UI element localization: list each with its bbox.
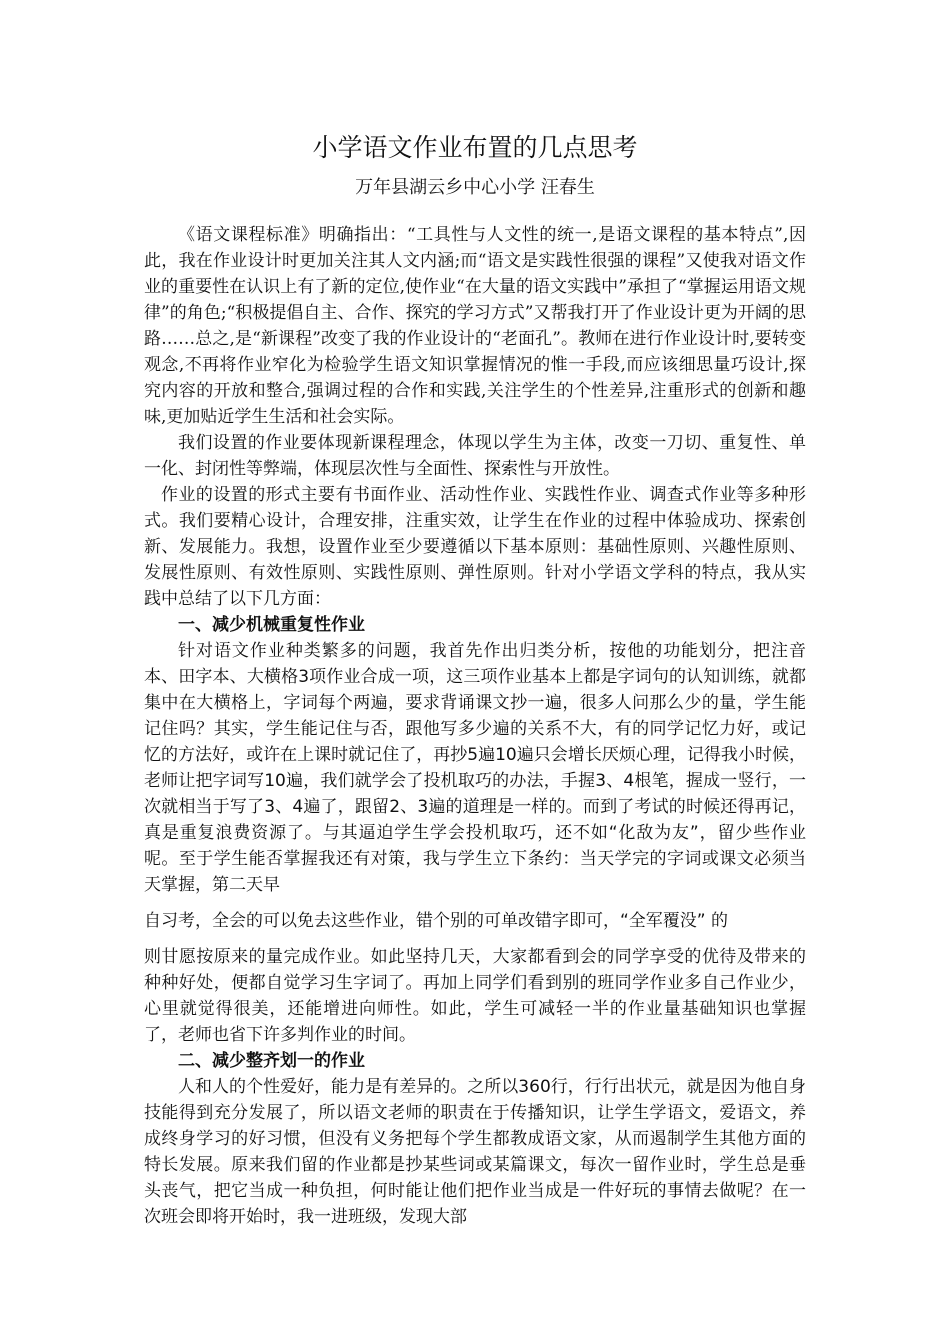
document-body [144, 222, 806, 1230]
paragraph-principles: 作业的设置的形式主要有书面作业、活动性作业、实践性作业、调查式作业等多种形式。我们要精心设计，合理安排，注重实效，让学生在作业的过程中体验成功、探索创新、发展能力。我想，设置作业至少要遵循以下基本原则：基础性原则、兴趣性原则、发展性原则、有效性原则、实践性原则、弹性原则。针对小学语文学科的特点，我从实践中总结了以下几方面： [144, 485, 806, 609]
paragraph-section-1: 针对语文作业种类繁多的问题，我首先作出归类分析，按他的功能划分，把注音本、田字本、大横格3项作业合成一项，这三项作业基本上都是字词句的认知训练，就都集中在大横格上，字词每个两遍，要求背诵课文抄一遍，很多人问那么少的量，学生能记住吗？其实，学生能记住与否，跟他写多少遍的关系不大，有的同学记忆力好，或记忆的方法好，或许在上课时就记住了，再抄5遍10遍只会增长厌烦心理，记得我小时候，老师让把字词写10遍，我们就学会了投机取巧的办法，手握3、4根笔，握成一竖行，一次就相当于写了3、4遍了，跟留2、3遍的道理是一样的。而到了考试的时候还得再记，真是重复浪费资源了。与其逼迫学生学会投机取巧，还不如“化敌为友”，留少些作业呢。至于学生能否掌握我还有对策，我与学生立下条约：当天学完的字词或课文必须当天掌握，第二天早 [144, 641, 806, 895]
section-heading-1: 一、减少机械重复性作业 [178, 615, 365, 635]
paragraph-section-1-line: 自习考，全会的可以免去这些作业，错个别的可单改错字即可，“全军覆没” 的 [144, 911, 729, 931]
paragraph-intro: 《语文课程标准》明确指出：“工具性与人文性的统一,是语文课程的基本特点”,因此，我在作业设计时更加关注其人文内涵;而“语文是实践性很强的课程”又使我对语文作业的重要性在认识上有了新的定位,使作业“在大量的语文实践中”承担了“掌握运用语文规律”的角色;“积极提倡自主、合作、探究的学习方式”又帮我打开了作业设计更为开阔的思路……总之,是“新课程”改变了我的作业设计的“老面孔”。教师在进行作业设计时,要转变观念,不再将作业窄化为检验学生语文知识掌握情况的惟一手段,而应该细思量巧设计,探究内容的开放和整合,强调过程的合作和实践,关注学生的个性差异,注重形式的创新和趣味,更加贴近学生生活和社会实际。 [144, 225, 806, 427]
paragraph-section-2: 人和人的个性爱好，能力是有差异的。之所以360行，行行出状元，就是因为他自身技能得到充分发展了，所以语文老师的职责在于传播知识，让学生学语文，爱语文，养成终身学习的好习惯，但没有义务把每个学生都教成语文家，从而遏制学生其他方面的特长发展。原来我们留的作业都是抄某些词或某篇课文，每次一留作业时，学生总是垂头丧气，把它当成一种负担，何时能让他们把作业当成是一件好玩的事情去做呢？在一次班会即将开始时，我一进班级，发现大部 [144, 1077, 806, 1227]
paragraph-concept: 我们设置的作业要体现新课程理念，体现以学生为主体，改变一刀切、重复性、单一化、封闭性等弊端，体现层次性与全面性、探索性与开放性。 [144, 433, 806, 479]
document-title: 小学语文作业布置的几点思考 [312, 133, 638, 162]
section-heading-2: 二、减少整齐划一的作业 [178, 1051, 365, 1071]
document-author: 万年县湖云乡中心小学 汪春生 [355, 177, 595, 198]
paragraph-section-1-cont: 则甘愿按原来的量完成作业。如此坚持几天，大家都看到会的同学享受的优待及带来的种种好处，便都自觉学习生字词了。再加上同学们看到别的班同学作业多自己作业少，心里就觉得很美，还能增进向师性。如此，学生可减轻一半的作业量基础知识也掌握了，老师也省下许多判作业的时间。 [144, 947, 806, 1045]
